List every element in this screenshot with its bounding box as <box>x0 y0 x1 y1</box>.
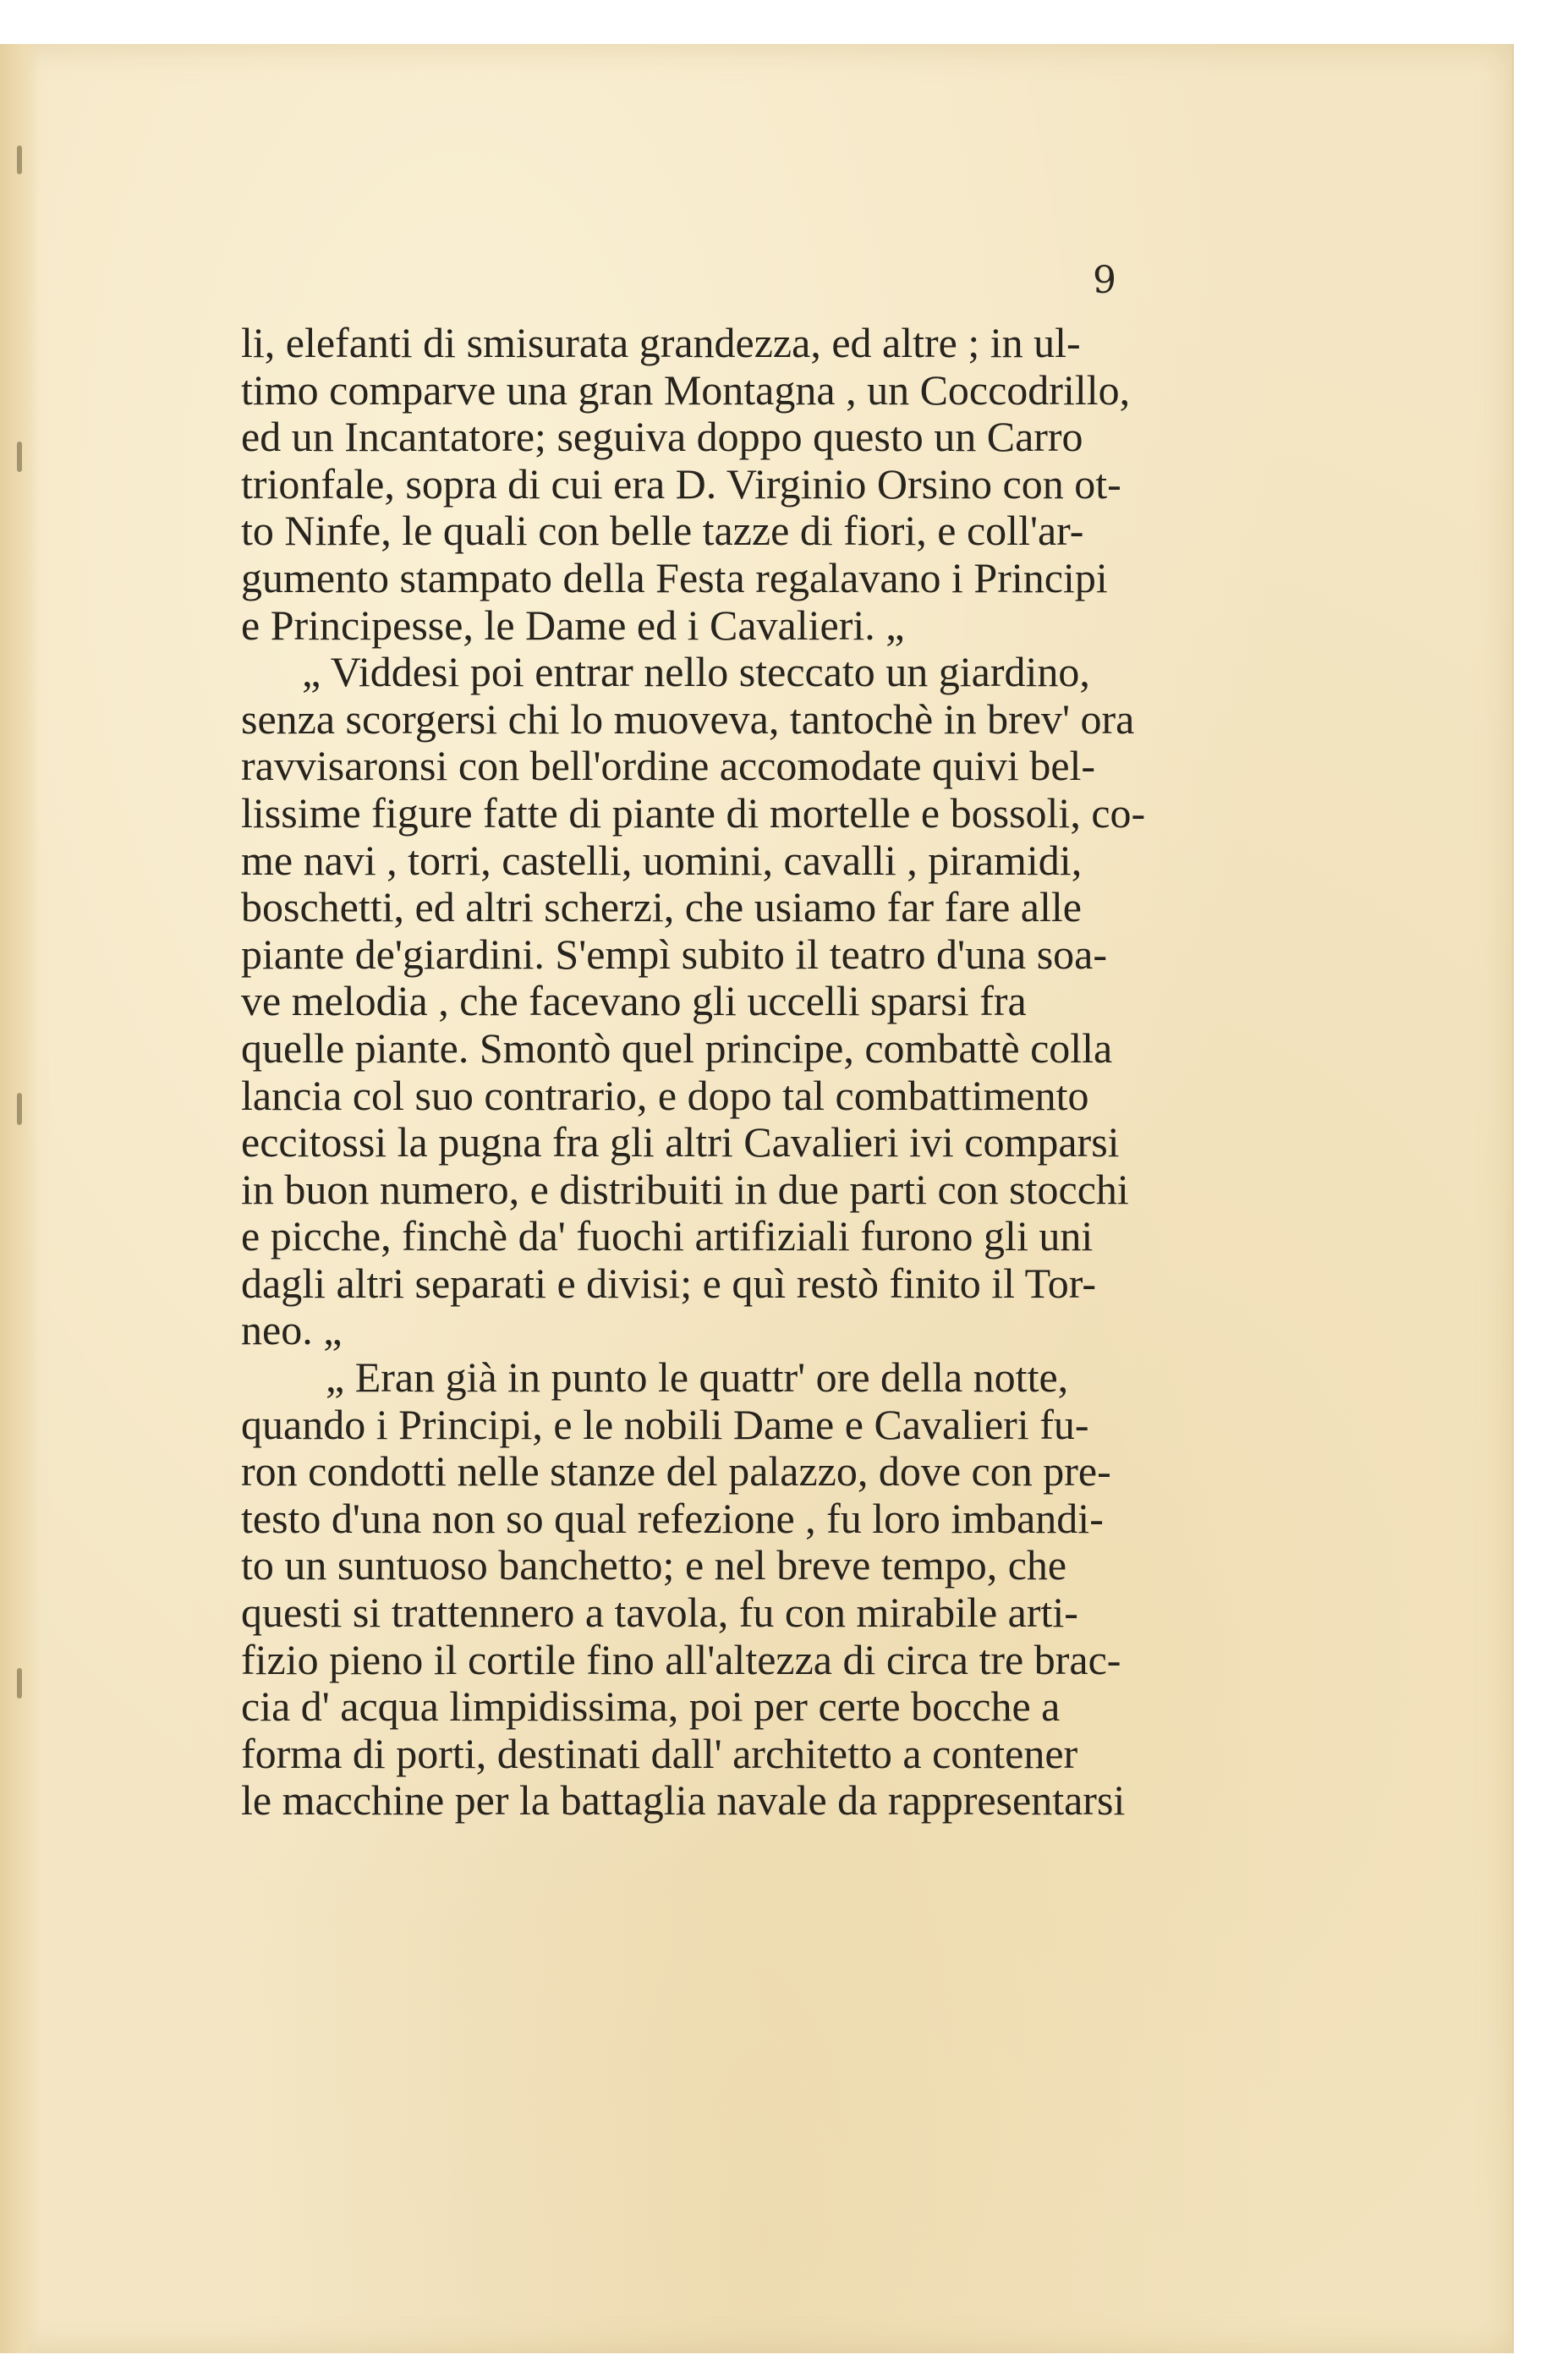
text-line: dagli altri separati e divisi; e quì restò finito il Tor- <box>241 1259 1097 1307</box>
text-line: trionfale, sopra di cui era D. Virginio Orsino con ot- <box>241 459 1121 508</box>
text-line: neo. „ <box>241 1306 343 1354</box>
text-line: ron condotti nelle stanze del palazzo, dove con pre- <box>241 1447 1111 1496</box>
text-line: me navi , torri, castelli, uomini, cavalli , piramidi, <box>241 836 1083 884</box>
text-line: fizio pieno il cortile fino all'altezza di circa tre brac- <box>241 1635 1121 1683</box>
binding-stitch-mark <box>17 145 22 174</box>
text-line: le macchine per la battaglia navale da rappresentarsi <box>241 1776 1126 1825</box>
text-line: to Ninfe, le quali con belle tazze di fiori, e coll'ar- <box>241 507 1084 555</box>
body-text <box>241 320 1146 1825</box>
text-line: ravvisaronsi con bell'ordine accomodate quivi bel- <box>241 742 1096 790</box>
text-line: e picche, finchè da' fuochi artifiziali furono gli uni <box>241 1212 1094 1260</box>
text-line: piante de'giardini. S'empì subito il teatro d'una soa- <box>241 930 1108 978</box>
text-line: quando i Principi, e le nobili Dame e Cavalieri fu- <box>241 1400 1089 1448</box>
text-line: forma di porti, destinati dall' architetto a contener <box>241 1729 1078 1777</box>
text-line: eccitossi la pugna fra gli altri Cavalieri ivi comparsi <box>241 1118 1120 1166</box>
text-line: in buon numero, e distribuiti in due parti con stocchi <box>241 1165 1129 1213</box>
text-line: quelle piante. Smontò quel principe, combattè colla <box>241 1024 1113 1072</box>
text-line: cia d' acqua limpidissima, poi per certe bocche a <box>241 1682 1061 1731</box>
text-line: ed un Incantatore; seguiva doppo questo un Carro <box>241 413 1083 461</box>
text-line: lissime figure fatte di piante di mortelle e bossoli, co- <box>241 788 1146 837</box>
text-line: ve melodia , che facevano gli uccelli sparsi fra <box>241 977 1027 1025</box>
text-line: boschetti, ed altri scherzi, che usiamo far fare alle <box>241 883 1082 931</box>
text-line: testo d'una non so qual refezione , fu loro imbandi- <box>241 1494 1104 1542</box>
binding-stitch-mark <box>17 1093 22 1125</box>
text-line: „ Eran già in punto le quattr' ore della notte, <box>326 1353 1069 1402</box>
text-line: timo comparve una gran Montagna , un Coccodrillo, <box>241 365 1131 414</box>
text-line: e Principesse, le Dame ed i Cavalieri. „ <box>241 601 905 649</box>
binding-stitch-mark <box>17 442 22 472</box>
text-line: gumento stampato della Festa regalavano i Principi <box>241 553 1108 601</box>
page-number: 9 <box>1093 259 1116 302</box>
text-line: senza scorgersi chi lo muoveva, tantochè in brev' ora <box>241 694 1135 743</box>
text-line: lancia col suo contrario, e dopo tal combattimento <box>241 1071 1089 1119</box>
binding-stitch-mark <box>17 1668 22 1699</box>
text-line: „ Viddesi poi entrar nello steccato un giardino, <box>302 648 1090 696</box>
text-line: questi si trattennero a tavola, fu con mirabile arti- <box>241 1589 1078 1637</box>
binding-edge <box>0 44 39 2353</box>
text-line: to un suntuoso banchetto; e nel breve tempo, che <box>241 1541 1067 1589</box>
text-line: li, elefanti di smisurata grandezza, ed altre ; in ul- <box>241 319 1081 366</box>
